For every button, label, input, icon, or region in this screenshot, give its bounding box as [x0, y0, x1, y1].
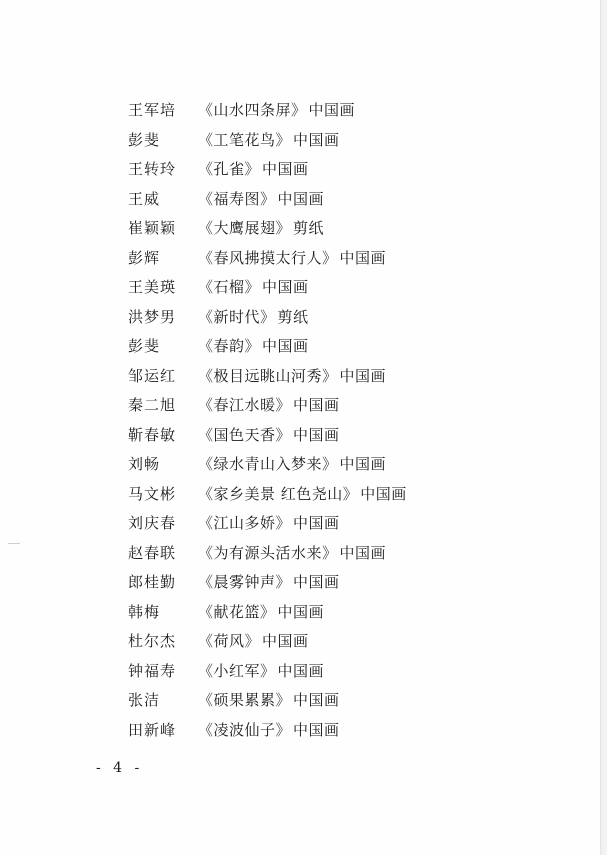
- artist-name: 韩梅: [128, 602, 161, 621]
- artwork-title: 《小红军》: [198, 661, 276, 680]
- list-item: [128, 716, 568, 746]
- list-item: [128, 303, 568, 333]
- artwork-title: 《家乡美景 红色尧山》: [198, 484, 359, 503]
- artwork-medium: 中国画: [339, 366, 387, 385]
- artist-name: 刘庆春: [128, 514, 177, 532]
- page-number: - 4 -: [96, 760, 144, 776]
- artwork-medium: 中国画: [339, 455, 387, 473]
- list-item: [128, 244, 568, 274]
- artist-name: 王美瑛: [128, 278, 177, 296]
- artwork-medium: 中国画: [293, 425, 340, 444]
- artwork-title: 《孔雀》: [198, 160, 261, 178]
- artist-name: 彭斐: [128, 130, 161, 149]
- artwork-title: 《为有源头活水来》: [198, 543, 338, 562]
- artwork-title: 《石榴》: [198, 278, 261, 296]
- list-item: [128, 509, 568, 539]
- list-item: [128, 185, 568, 215]
- artwork-title: 《福寿图》: [198, 189, 276, 208]
- artwork-title: 《硕果累累》: [198, 691, 292, 709]
- artwork-title: 《山水四条屏》: [198, 101, 307, 119]
- list-item: [128, 126, 568, 156]
- artist-name: 秦二旭: [128, 396, 177, 414]
- artist-name: 刘畅: [128, 455, 161, 473]
- artist-name: 赵春联: [128, 543, 177, 562]
- artwork-medium: 中国画: [293, 691, 340, 709]
- artwork-title: 《凌波仙子》: [198, 720, 292, 739]
- artwork-medium: 中国画: [277, 602, 325, 621]
- artwork-title: 《工笔花鸟》: [198, 130, 292, 149]
- list-item: [128, 421, 568, 451]
- artist-name: 彭辉: [128, 248, 161, 267]
- artwork-medium: 中国画: [277, 661, 325, 680]
- artist-name: 田新峰: [128, 720, 177, 739]
- artwork-medium: 中国画: [277, 189, 325, 208]
- list-item: [128, 568, 568, 598]
- artist-name: 王军培: [128, 101, 177, 119]
- artist-name: 洪梦男: [128, 307, 177, 326]
- artwork-medium: 中国画: [308, 101, 356, 119]
- artwork-title: 《大鹰展翅》: [198, 219, 292, 237]
- artwork-title: 《晨雾钟声》: [198, 573, 292, 591]
- list-item: [128, 214, 568, 244]
- artist-name: 张洁: [128, 691, 161, 709]
- artwork-title: 《绿水青山入梦来》: [198, 455, 338, 473]
- artwork-title: 《春风拂摸太行人》: [198, 248, 338, 267]
- artwork-medium: 中国画: [262, 632, 309, 650]
- artwork-title: 《春韵》: [198, 337, 261, 355]
- artist-name: 彭斐: [128, 337, 161, 355]
- margin-mark: [8, 543, 20, 544]
- artwork-title: 《新时代》: [198, 307, 276, 326]
- list-item: [128, 96, 568, 126]
- list-item: [128, 539, 568, 569]
- artwork-title: 《春江水暖》: [198, 396, 292, 414]
- artwork-medium: 剪纸: [277, 307, 309, 326]
- artwork-title: 《献花篮》: [198, 602, 276, 621]
- artist-name: 马文彬: [128, 484, 177, 503]
- artwork-medium: 中国画: [339, 543, 387, 562]
- list-item: [128, 332, 568, 362]
- artist-name: 杜尔杰: [128, 632, 177, 650]
- list-item: [128, 273, 568, 303]
- artwork-list: [128, 96, 568, 745]
- artist-name: 崔颖颖: [128, 219, 177, 237]
- list-item: [128, 362, 568, 392]
- artwork-title: 《极目远眺山河秀》: [198, 366, 338, 385]
- artist-name: 邹运红: [128, 366, 177, 385]
- artist-name: 钟福寿: [128, 661, 177, 680]
- artwork-medium: 中国画: [293, 514, 340, 532]
- list-item: [128, 450, 568, 480]
- artwork-medium: 中国画: [293, 720, 340, 739]
- artwork-medium: 中国画: [293, 396, 340, 414]
- list-item: [128, 598, 568, 628]
- list-item: [128, 391, 568, 421]
- artwork-medium: 中国画: [262, 160, 309, 178]
- artwork-title: 《荷风》: [198, 632, 261, 650]
- artwork-medium: 中国画: [293, 130, 340, 149]
- list-item: [128, 686, 568, 716]
- artwork-medium: 中国画: [293, 573, 340, 591]
- list-item: [128, 155, 568, 185]
- artist-name: 王威: [128, 189, 161, 208]
- artwork-title: 《国色天香》: [198, 425, 292, 444]
- artwork-medium: 中国画: [262, 337, 309, 355]
- artist-name: 靳春敏: [128, 425, 177, 444]
- list-item: [128, 657, 568, 687]
- list-item: [128, 480, 568, 510]
- artist-name: 郎桂勤: [128, 573, 177, 591]
- artist-name: 王转玲: [128, 160, 177, 178]
- artwork-medium: 中国画: [360, 484, 407, 503]
- artwork-medium: 中国画: [339, 248, 387, 267]
- artwork-title: 《江山多娇》: [198, 514, 292, 532]
- list-item: [128, 627, 568, 657]
- artwork-medium: 剪纸: [293, 219, 325, 237]
- artwork-medium: 中国画: [262, 278, 309, 296]
